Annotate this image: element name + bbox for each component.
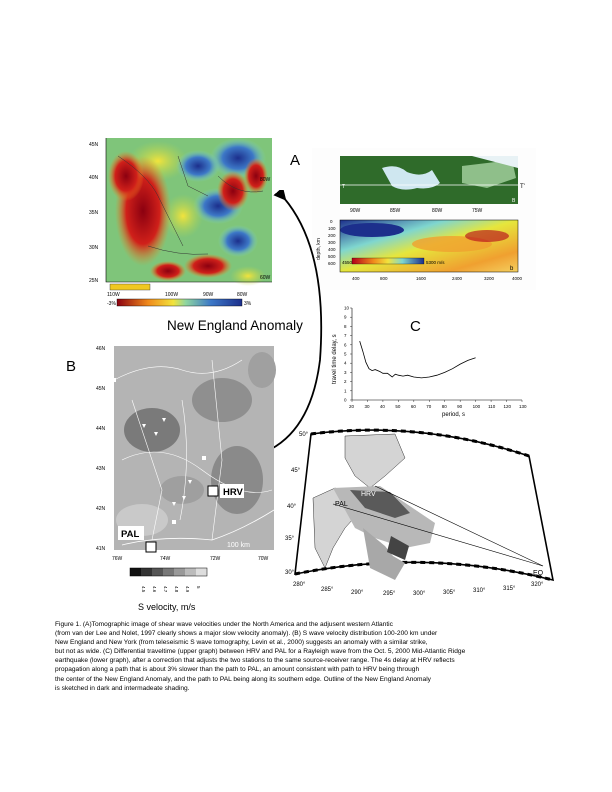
- lon-tick: 295°: [383, 591, 396, 596]
- panel-letter-b: B: [66, 358, 77, 375]
- lon-tick: 75W: [472, 208, 483, 214]
- x-tick-label: 130: [519, 404, 527, 409]
- colorbar-max: 3%: [244, 301, 252, 307]
- lon-tick: 80W: [237, 292, 248, 298]
- y-tick: 100: [328, 226, 336, 231]
- x-tick-label: 40: [379, 404, 385, 409]
- lat-tick: 43N: [96, 466, 106, 472]
- lon-tick: 285°: [321, 587, 334, 593]
- lon-tick: 310°: [473, 588, 486, 594]
- lon-tick: 110W: [107, 292, 120, 298]
- lon-tick: 90W: [203, 292, 214, 298]
- caption-line: is sketched in dark and intermadeate shading.: [55, 684, 190, 692]
- colorbar-tick: 4.9: [185, 586, 190, 593]
- x-tick-label: 100: [472, 404, 481, 409]
- x-tick-label: 60: [410, 404, 416, 409]
- section-label-b: B: [512, 198, 516, 204]
- lat-tick: 25N: [89, 278, 99, 284]
- lon-tick: 85W: [390, 208, 401, 214]
- y-tick: 500: [328, 254, 336, 259]
- lon-tick: 76W: [112, 556, 123, 562]
- panel-b-colorbar-label: S velocity, m/s: [138, 602, 196, 612]
- x-tick-label: 120: [503, 404, 512, 409]
- lon-tick: 60W: [260, 275, 271, 281]
- colorbar-tick: 4.6: [152, 586, 157, 593]
- lat-tick: 30°: [285, 570, 295, 576]
- lat-tick: 40N: [89, 175, 99, 181]
- station-label-hrv: HRV: [361, 491, 376, 498]
- x-tick: 800: [380, 276, 388, 281]
- x-tick: 400: [352, 276, 360, 281]
- colorbar-max: 5300 m/s: [426, 260, 445, 265]
- y-axis-label: travel time delay, s: [332, 334, 338, 384]
- x-tick-label: 70: [426, 404, 432, 409]
- colorbar-min: 4550: [342, 260, 353, 265]
- y-tick: 300: [328, 240, 336, 245]
- lat-tick: 50°: [299, 432, 309, 438]
- y-tick-label: 5: [344, 351, 347, 357]
- caption-line: propagation along a path that is about 3% slower than the path to PAL, an amount consistent with path to HRV being through: [55, 666, 420, 674]
- y-tick-label: 1: [344, 388, 347, 394]
- x-tick: 1600: [416, 276, 427, 281]
- x-tick: 4000: [512, 276, 523, 281]
- lon-tick: 70W: [258, 556, 269, 562]
- lon-tick: 100W: [165, 292, 179, 298]
- lon-tick: 80W: [260, 177, 271, 183]
- panel-letter-c: C: [410, 318, 421, 335]
- y-tick: 200: [328, 233, 336, 238]
- y-tick-label: 8: [344, 323, 347, 329]
- lon-tick: 72W: [210, 556, 221, 562]
- panel-b-colorbar: [130, 568, 207, 593]
- caption-line: earthquake (lower graph), after a correction that adjusts the two stations to the same source-receiver range. The 4s delay at HRV reflects: [55, 657, 455, 665]
- section-label-t: T: [342, 184, 346, 190]
- section-label-t-prime: T': [520, 184, 525, 190]
- lat-tick: 30N: [89, 245, 99, 251]
- lat-tick: 41N: [96, 546, 106, 552]
- event-label: EQ: [533, 570, 544, 577]
- lat-tick: 45N: [89, 142, 99, 148]
- lon-tick: 74W: [160, 556, 171, 562]
- lon-tick: 315°: [503, 586, 516, 592]
- lon-tick: 320°: [531, 582, 544, 588]
- x-tick: 3200: [484, 276, 495, 281]
- y-tick-label: 6: [344, 342, 347, 348]
- colorbar-min: -3%: [107, 301, 116, 307]
- section-letter: b: [510, 266, 514, 272]
- station-label-pal: PAL: [121, 529, 140, 540]
- lon-tick: 90W: [350, 208, 361, 214]
- figure-caption: [55, 620, 575, 693]
- caption-line: Figure 1. (A)Tomographic image of shear wave velocities under the North America and the adjusent western Atlantic: [55, 621, 393, 628]
- lat-tick: 35N: [89, 210, 99, 216]
- delay-chart: [312, 300, 532, 418]
- anomaly-label: New England Anomaly: [167, 318, 303, 333]
- scale-bar-label: 100 km: [227, 542, 250, 549]
- panel-c-map: [285, 428, 555, 596]
- y-tick: 600: [328, 261, 336, 266]
- x-tick: 2400: [452, 276, 463, 281]
- lat-tick: 44N: [96, 426, 106, 432]
- lon-tick: 300°: [413, 591, 426, 596]
- x-tick-label: 30: [364, 404, 370, 409]
- x-tick-label: 50: [395, 404, 401, 409]
- lat-tick: 46N: [96, 346, 106, 352]
- panel-letter-a: A: [290, 152, 301, 169]
- station-label-pal: PAL: [335, 501, 348, 508]
- panel-c-chart: [312, 300, 532, 418]
- y-tick: 400: [328, 247, 336, 252]
- caption-line: the center of the New England Anomaly, and the path to PAL being along its southern edge. Outline of the New England Anomaly: [55, 675, 431, 683]
- lat-tick: 42N: [96, 506, 106, 512]
- hrv-marker: [208, 486, 218, 496]
- panel-a-lon-ticks: [107, 292, 248, 298]
- x-tick-label: 20: [349, 404, 355, 409]
- colorbar-tick: 4.8: [174, 586, 179, 593]
- x-axis-label: period, s: [442, 412, 466, 418]
- y-axis-label: depth, km: [316, 238, 322, 260]
- colorbar-tick: 4.7: [163, 586, 168, 593]
- lon-tick: 290°: [351, 590, 364, 596]
- lat-tick: 45°: [291, 468, 301, 474]
- colorbar-tick: 5: [196, 586, 201, 589]
- y-tick-label: 4: [344, 360, 347, 366]
- caption-line: (from van der Lee and Nolet, 1997 clearly shows a major slow velocity anomaly). (B) S wave velocity distribution 100-200 km under: [55, 630, 438, 638]
- panel-b-lat-ticks: [96, 346, 106, 552]
- lat-tick: 45N: [96, 386, 106, 392]
- lat-tick: 40°: [287, 504, 297, 510]
- caption-line: but not as wide. (C) Differential traveltime (upper graph) between HRV and PAL for a Rayleigh wave from the Oct. 5, 2000 Mid-Atlantic Ridge: [55, 648, 466, 656]
- station-label-hrv: HRV: [223, 487, 243, 498]
- y-tick-label: 7: [344, 333, 347, 339]
- y-tick-label: 10: [344, 305, 350, 311]
- y-tick-label: 0: [344, 397, 347, 403]
- pal-marker: [146, 542, 156, 552]
- x-tick-label: 110: [488, 404, 496, 409]
- x-tick-label: 90: [457, 404, 463, 409]
- lon-tick: 80W: [432, 208, 443, 214]
- lat-tick: 35°: [285, 536, 295, 542]
- lon-tick: 280°: [293, 582, 306, 588]
- panel-c-map-lon-ticks: [293, 582, 544, 596]
- x-tick-label: 80: [441, 404, 447, 409]
- caption-line: New England and New York (from teleseismic S wave tomography, Levin et al., 2000) suggests an anomaly with a similar strike,: [55, 639, 428, 647]
- lon-tick: 305°: [443, 590, 456, 596]
- panel-b-lon-ticks: [112, 556, 269, 562]
- y-tick: 0: [330, 219, 333, 224]
- panel-b-map: [62, 340, 280, 600]
- delay-series-line: [360, 341, 476, 378]
- panel-a-lat-ticks: [89, 142, 99, 284]
- y-tick-label: 3: [344, 369, 347, 375]
- colorbar-tick: 4.5: [141, 586, 146, 593]
- y-tick-label: 2: [344, 379, 347, 385]
- y-tick-label: 9: [344, 314, 347, 320]
